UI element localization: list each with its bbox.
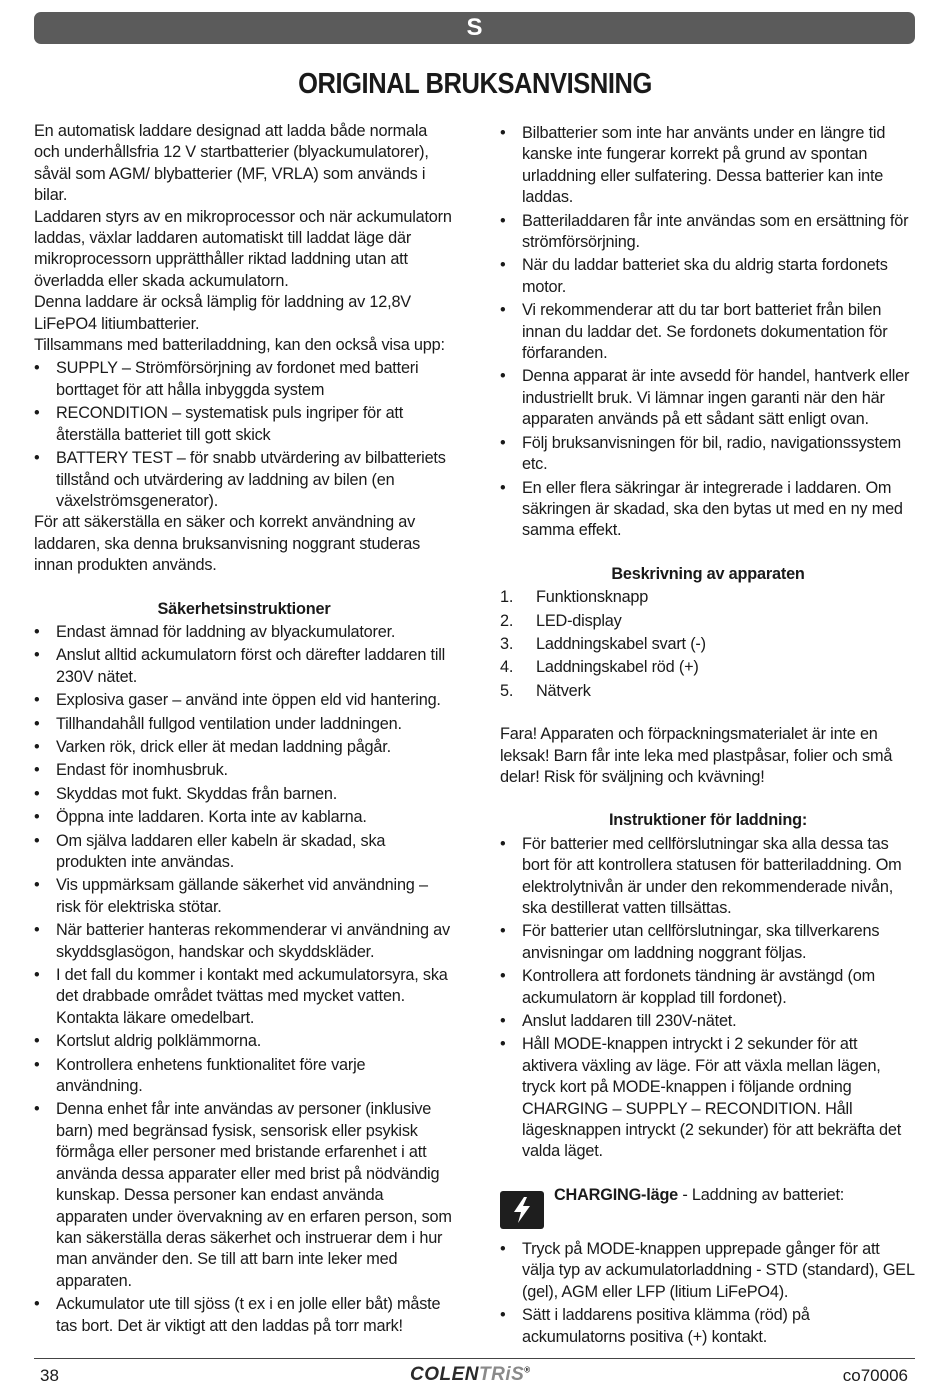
list-item: • Om själva laddaren eller kabeln är skadad, ska produkten inte användas. xyxy=(34,831,454,874)
warning-paragraph: Fara! Apparaten och förpackningsmaterialet är inte en leksak! Barn får inte leka med plastpåsar, folier och små delar! Risk för sväljning och kvävning! xyxy=(500,725,893,786)
page-title: ORIGINAL BRUKSANVISNING xyxy=(298,68,652,100)
list-item: • Vis uppmärksam gällande säkerhet vid användning – risk för elektriska stötar. xyxy=(34,875,454,918)
list-item xyxy=(500,681,916,702)
list-item: • Kortslut aldrig polklämmorna. xyxy=(34,1031,454,1052)
list-item: • SUPPLY – Strömförsörjning av fordonet med batteri borttaget för att hålla inbyggda system xyxy=(34,358,454,401)
list-item xyxy=(500,611,916,632)
intro-paragraph: Denna laddare är också lämplig för laddning av 12,8V LiFePO4 litiumbatterier. xyxy=(34,293,411,333)
list-item: • När batterier hanteras rekommenderar vi användning av skyddsglasögon, handskar och skyddskläder. xyxy=(34,920,454,963)
closing-paragraph: För att säkerställa en säker och korrekt användning av laddaren, ska denna bruksanvisning noggrant studeras innan produkten används. xyxy=(34,513,421,575)
item-text: LED-display xyxy=(536,611,622,630)
list-item: • Denna enhet får inte användas av personer (inklusive barn) med begränsad fysisk, sensorisk eller psykisk förmåga eller personer med bristande erfarenhet i att använda dessa apparater eller med brist på nödvändig kunskap. Dessa personer kan endast använda apparaten under övervakning av en erfaren person, som kan säkerställa deras säkerhet och instruerar dem i hur man använder den. Se till att barn inte leker med apparaten. xyxy=(34,1099,454,1292)
mode-steps-list xyxy=(500,1239,916,1348)
list-item: • RECONDITION – systematisk puls ingriper för att återställa batteriet till gott skick xyxy=(34,403,454,446)
list-item: • Kontrollera att fordonets tändning är avstängd (om ackumulatorn är kopplad till fordonet). xyxy=(500,966,916,1009)
list-item: • Explosiva gaser – använd inte öppen eld vid hantering. xyxy=(34,690,454,711)
list-item: • Batteriladdaren får inte användas som en ersättning för strömförsörjning. xyxy=(500,211,916,254)
language-tab xyxy=(34,12,915,44)
intro-paragraph: Laddaren styrs av en mikroprocessor och när ackumulatorn laddas, växlar laddaren automatiskt till laddat läge där mikroprocessorn upprätthåller riktad laddning utan att överladda eller skada ackumulatorn. xyxy=(34,207,452,290)
list-item: • Denna apparat är inte avsedd för handel, hantverk eller industriellt bruk. Vi lämnar ingen garanti när den här apparaten används på ett sådant sätt enligt ovan. xyxy=(500,366,916,430)
intro-paragraph: En automatisk laddare designad att ladda både normala och underhållsfria 12 V startbatterier (blyackumulatorer), såväl som AGM/ blybatterier (MF, VRLA) som används i bilar. xyxy=(34,122,429,205)
section-heading: Beskrivning av apparaten xyxy=(611,564,805,583)
item-number: 3. xyxy=(500,634,514,653)
section-heading: Säkerhetsinstruktioner xyxy=(157,599,331,618)
item-number: 5. xyxy=(500,681,514,700)
list-item: • Bilbatterier som inte har använts under en längre tid kanske inte fungerar korrekt på grund av spontan urladdning eller sulfatering. Dessa batterier kan inte laddas. xyxy=(500,123,916,209)
left-column xyxy=(34,121,454,1337)
list-item xyxy=(500,634,916,655)
list-item: • Håll MODE-knappen intryckt i 2 sekunder för att aktivera växling av läge. För att växla mellan lägen, tryck kort på MODE-knappen i följande ordning CHARGING – SUPPLY – RECONDITION. Håll lägesknappen intryckt (2 sekunder) för att bekräfta det valda läget. xyxy=(500,1034,916,1162)
list-item: • Anslut alltid ackumulatorn först och därefter laddaren till 230V nätet. xyxy=(34,645,454,688)
item-number: 1. xyxy=(500,588,514,607)
intro-paragraph: Tillsammans med batteriladdning, kan den också visa upp: xyxy=(34,336,445,355)
item-text: Funktionsknapp xyxy=(536,588,649,607)
list-item xyxy=(500,657,916,678)
list-item: • BATTERY TEST – för snabb utvärdering av bilbatteriets tillstånd och utvärdering av laddning av bilen (en växelströmsgenerator). xyxy=(34,448,454,512)
section-heading: Instruktioner för laddning: xyxy=(608,811,808,830)
safety-list xyxy=(34,622,454,1337)
item-number: 2. xyxy=(500,611,514,630)
list-item: • I det fall du kommer i kontakt med ackumulatorsyra, ska det drabbade området tvättas med mycket vatten. Kontakta läkare omedelbart. xyxy=(34,965,454,1029)
item-number: 4. xyxy=(500,658,514,677)
charging-mode-heading xyxy=(500,1185,916,1229)
mode-title: CHARGING-läge xyxy=(554,1185,679,1204)
brand-logo xyxy=(410,1364,531,1386)
list-item xyxy=(500,587,916,608)
list-item: • Anslut laddaren till 230V-nätet. xyxy=(500,1011,916,1032)
safety-list-continued xyxy=(500,123,916,542)
parts-list xyxy=(500,587,916,702)
item-text: Nätverk xyxy=(536,681,591,700)
mode-description: - Laddning av batteriet: xyxy=(678,1185,845,1204)
item-text: Laddningskabel röd (+) xyxy=(536,658,699,677)
feature-list xyxy=(34,358,454,512)
list-item: • Endast ämnad för laddning av blyackumulatorer. xyxy=(34,622,454,643)
language-code: S xyxy=(466,14,483,41)
lightning-icon xyxy=(500,1191,544,1229)
right-column xyxy=(500,121,916,1348)
list-item: • En eller flera säkringar är integrerade i laddaren. Om säkringen är skadad, ska den bytas ut med en ny med samma effekt. xyxy=(500,478,916,542)
registered-mark: ® xyxy=(524,1365,531,1375)
footer-divider xyxy=(34,1358,915,1359)
list-item: • Kontrollera enhetens funktionalitet före varje användning. xyxy=(34,1055,454,1098)
list-item: • Endast för inomhusbruk. xyxy=(34,760,454,781)
list-item: • För batterier utan cellförslutningar, ska tillverkarens anvisningar om laddning noggrant följas. xyxy=(500,921,916,964)
list-item: • Tryck på MODE-knappen upprepade gånger för att välja typ av ackumulatorladdning - STD (standard), GEL (gel), AGM eller LFP (litium LiFePO4). xyxy=(500,1239,916,1303)
product-code: co70006 xyxy=(842,1366,908,1385)
page-number: 38 xyxy=(40,1366,59,1385)
list-item: • När du laddar batteriet ska du aldrig starta fordonets motor. xyxy=(500,255,916,298)
list-item: • För batterier med cellförslutningar ska alla dessa tas bort för att kontrollera statusen för batteriladdning. Om elektrolytnivån är under den rekommenderade nivån, ska destillerat vatten tillsättas. xyxy=(500,834,916,920)
charging-list xyxy=(500,834,916,1163)
list-item: • Sätt i laddarens positiva klämma (röd) på ackumulatorns positiva (+) kontakt. xyxy=(500,1305,916,1348)
list-item: • Tillhandahåll fullgod ventilation under laddningen. xyxy=(34,714,454,735)
list-item: • Öppna inte laddaren. Korta inte av kablarna. xyxy=(34,807,454,828)
list-item: • Ackumulator ute till sjöss (t ex i en jolle eller båt) måste tas bort. Det är viktigt att den laddas på torr mark! xyxy=(34,1294,454,1337)
brand-text-b: TRiS xyxy=(479,1364,525,1385)
brand-text-a: COLEN xyxy=(410,1364,479,1385)
list-item: • Vi rekommenderar att du tar bort batteriet från bilen innan du laddar det. Se fordonets dokumentation för förfaranden. xyxy=(500,300,916,364)
list-item: • Skyddas mot fukt. Skyddas från barnen. xyxy=(34,784,454,805)
list-item: • Varken rök, drick eller ät medan laddning pågår. xyxy=(34,737,454,758)
item-text: Laddningskabel svart (-) xyxy=(536,634,706,653)
list-item: • Följ bruksanvisningen för bil, radio, navigationssystem etc. xyxy=(500,433,916,476)
